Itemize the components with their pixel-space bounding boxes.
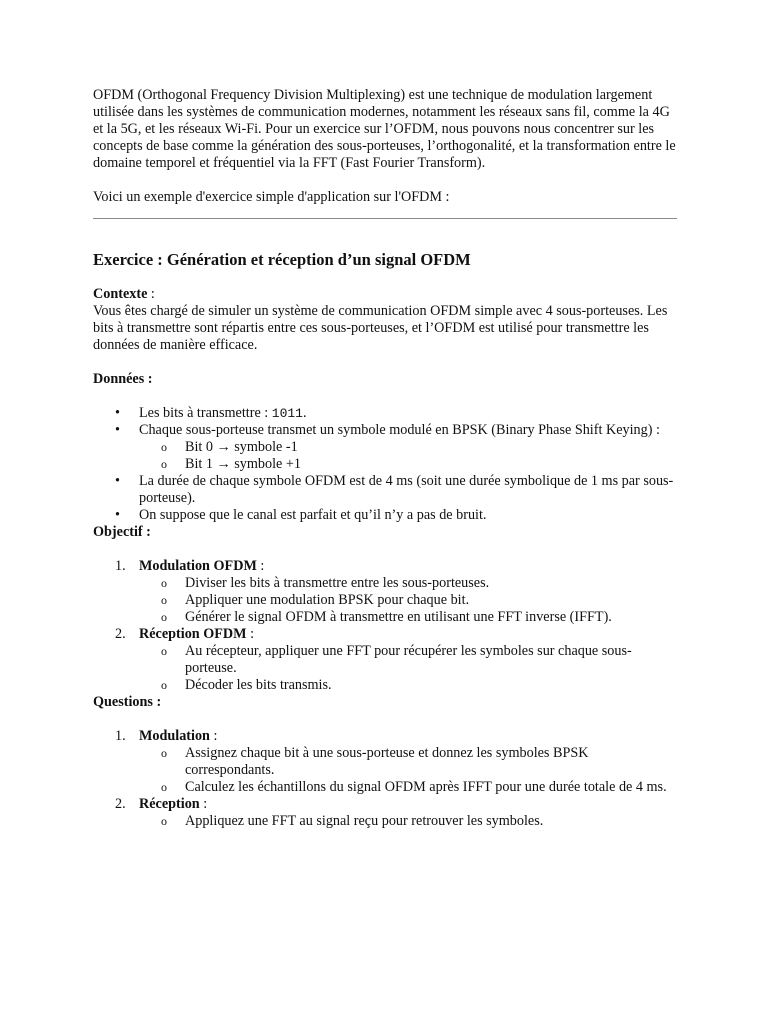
list-item xyxy=(93,422,677,473)
list-item xyxy=(139,745,677,779)
sub-bullet-marker: o xyxy=(161,593,167,607)
objectif-sub-item: Générer le signal OFDM à transmettre en utilisant une FFT inverse (IFFT). xyxy=(185,609,612,625)
example-intro-line: Voici un exemple d'exercice simple d'application sur l'OFDM : xyxy=(93,189,450,205)
sub-bullet-marker: o xyxy=(161,576,167,590)
objectif-sub-item: Au récepteur, appliquer une FFT pour récupérer les symboles sur chaque sous-porteuse. xyxy=(185,643,632,676)
question-item-title: Modulation xyxy=(139,728,210,744)
bullet-marker: • xyxy=(115,422,120,438)
sub-bullet-marker: o xyxy=(161,746,167,760)
donnees-label: Données : xyxy=(93,371,153,387)
sub-bullet-marker: o xyxy=(161,780,167,794)
contexte-suffix: : xyxy=(147,286,155,302)
sub-bullet-marker: o xyxy=(161,644,167,658)
objectif-sub-item: Appliquer une modulation BPSK pour chaque bit. xyxy=(185,592,470,608)
list-item xyxy=(139,575,677,592)
objectif-item-title: Réception OFDM xyxy=(139,626,247,642)
list-item xyxy=(93,626,677,694)
sub-bullet-marker: o xyxy=(161,678,167,692)
donnees-item-text: Les bits à transmettre : xyxy=(139,405,272,421)
exercise-title: Exercice : Génération et réception d’un signal OFDM xyxy=(93,250,471,269)
list-item xyxy=(139,592,677,609)
contexte-label: Contexte xyxy=(93,286,148,302)
list-item xyxy=(93,405,677,422)
list-number: 1. xyxy=(115,558,126,574)
objectif-sub-item: Diviser les bits à transmettre entre les sous-porteuses. xyxy=(185,575,490,591)
bits-code: 1011 xyxy=(271,406,303,421)
sub-bullet-marker: o xyxy=(161,457,167,471)
list-item xyxy=(139,813,677,830)
list-item xyxy=(139,439,677,456)
donnees-item-end: . xyxy=(303,405,307,421)
sub-bullet-marker: o xyxy=(161,440,167,454)
list-item xyxy=(93,558,677,626)
bullet-marker: • xyxy=(115,405,120,421)
question-item-title: Réception xyxy=(139,796,200,812)
question-sub-list xyxy=(139,813,677,830)
contexte-section xyxy=(93,286,677,354)
question-sub-item: Appliquez une FFT au signal reçu pour retrouver les symboles. xyxy=(185,813,544,829)
question-item-suffix: : xyxy=(209,728,218,744)
list-item xyxy=(139,643,677,677)
list-item xyxy=(93,473,677,507)
donnees-item-text: La durée de chaque symbole OFDM est de 4 ms (soit une durée symbolique de 1 ms par sous-porteuse). xyxy=(139,473,674,506)
donnees-list xyxy=(93,405,677,524)
questions-label: Questions : xyxy=(93,694,162,710)
bpsk-mapping-item: Bit 1 → symbole +1 xyxy=(185,456,301,472)
list-item xyxy=(139,779,677,796)
objectif-item-title: Modulation OFDM xyxy=(139,558,257,574)
donnees-item-text: Chaque sous-porteuse transmet un symbole modulé en BPSK (Binary Phase Shift Keying) : xyxy=(139,422,660,438)
objectif-list xyxy=(93,558,677,694)
objectif-sub-item: Décoder les bits transmis. xyxy=(185,677,332,693)
bpsk-mapping-item: Bit 0 → symbole -1 xyxy=(185,439,298,455)
contexte-heading xyxy=(93,286,677,303)
bullet-marker: • xyxy=(115,473,120,489)
objectif-item-suffix: : xyxy=(256,558,265,574)
intro-paragraph: OFDM (Orthogonal Frequency Division Multiplexing) est une technique de modulation largement utilisée dans les systèmes de communication modernes, notamment les réseaux sans fil, comme la 4G et la 5G, et les réseaux Wi-Fi. Pour un exercice sur l’OFDM, nous pouvons nous concentrer sur les concepts de base comme la génération des sous-porteuses, l’orthogonalité, et la transformation entre le domaine temporel et fréquentiel via la FFT (Fast Fourier Transform). xyxy=(93,87,676,171)
list-number: 2. xyxy=(115,626,126,642)
list-item xyxy=(139,609,677,626)
list-number: 2. xyxy=(115,796,126,812)
question-sub-item: Calculez les échantillons du signal OFDM après IFFT pour une durée totale de 4 ms. xyxy=(185,779,667,795)
contexte-text: Vous êtes chargé de simuler un système de communication OFDM simple avec 4 sous-porteuses. Les bits à transmettre sont répartis entre ces sous-porteuses, et l’OFDM est utilisé pour transmettre les données de manière efficace. xyxy=(93,303,668,353)
objectif-item-suffix: : xyxy=(246,626,255,642)
list-number: 1. xyxy=(115,728,126,744)
sub-bullet-marker: o xyxy=(161,610,167,624)
objectif-sub-list xyxy=(139,643,677,694)
horizontal-rule xyxy=(93,218,677,219)
bpsk-mapping-list xyxy=(139,439,677,473)
question-item-suffix: : xyxy=(199,796,208,812)
question-sub-item: Assignez chaque bit à une sous-porteuse et donnez les symboles BPSK correspondants. xyxy=(185,745,589,778)
donnees-item-text: On suppose que le canal est parfait et qu’il n’y a pas de bruit. xyxy=(139,507,487,523)
list-item xyxy=(139,456,677,473)
objectif-label: Objectif : xyxy=(93,524,151,540)
document-page xyxy=(93,87,677,830)
questions-list xyxy=(93,728,677,830)
list-item xyxy=(93,507,677,524)
question-sub-list xyxy=(139,745,677,796)
list-item xyxy=(93,728,677,796)
list-item xyxy=(93,796,677,830)
objectif-sub-list xyxy=(139,575,677,626)
list-item xyxy=(139,677,677,694)
bullet-marker: • xyxy=(115,507,120,523)
sub-bullet-marker: o xyxy=(161,814,167,828)
